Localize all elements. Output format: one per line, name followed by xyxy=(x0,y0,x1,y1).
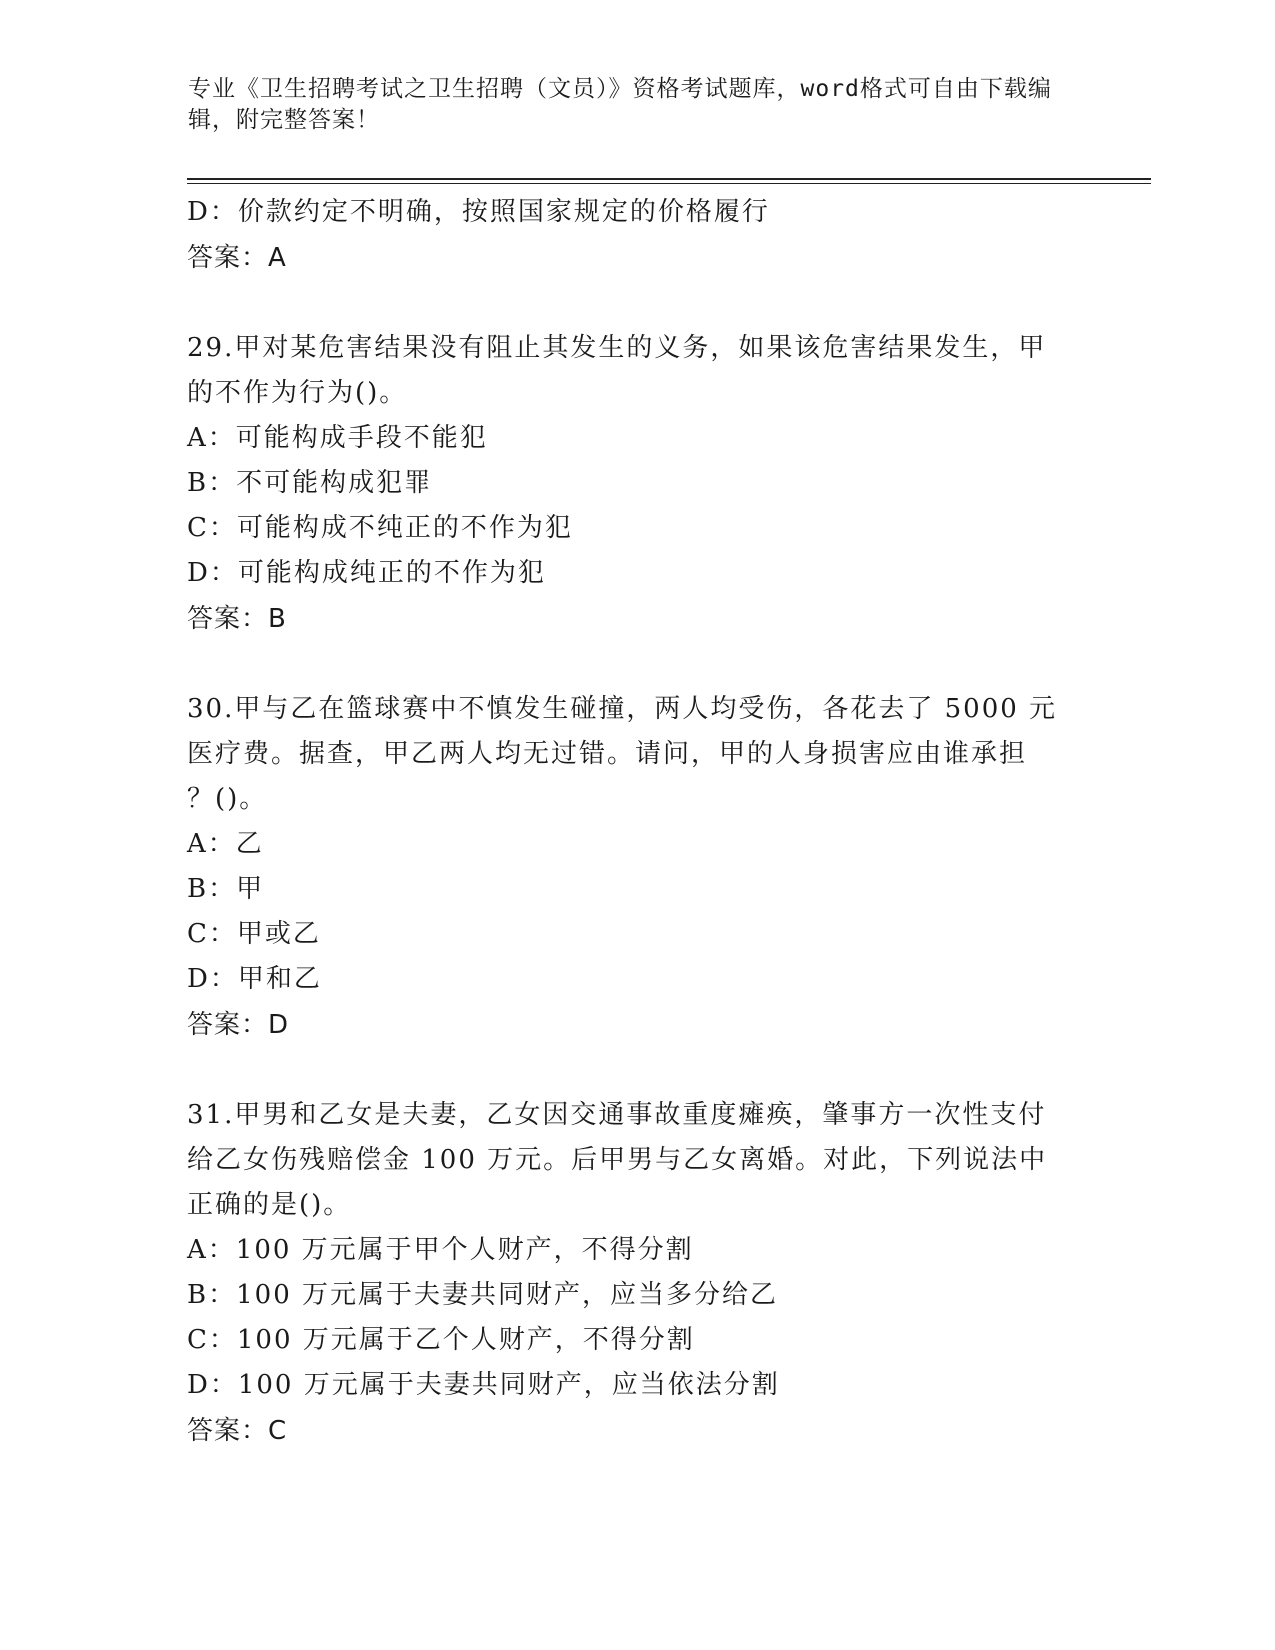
document-header: 专业《卫生招聘考试之卫生招聘（文员）》资格考试题库，word格式可自由下载编辑，附完整答案！ xyxy=(188,76,1052,133)
option-a: A：100 万元属于甲个人财产，不得分割 xyxy=(187,1235,694,1265)
prev-option-d: D：价款约定不明确，按照国家规定的价格履行 xyxy=(187,197,770,227)
question-content xyxy=(187,190,1087,1454)
question-text: 29.甲对某危害结果没有阻止其发生的义务，如果该危害结果发生，甲 xyxy=(187,333,1047,363)
option-c: C：甲或乙 xyxy=(187,919,321,949)
option-a: A：乙 xyxy=(187,829,264,859)
header-divider-thick xyxy=(187,178,1151,180)
question-text: 30.甲与乙在篮球赛中不慎发生碰撞，两人均受伤，各花去了 5000 元 xyxy=(187,694,1058,724)
question-text: 医疗费。据查，甲乙两人均无过错。请问，甲的人身损害应由谁承担 xyxy=(187,739,1028,769)
answer: 答案：D xyxy=(187,1010,290,1040)
question-text: 的不作为行为()。 xyxy=(187,378,408,408)
question-31 xyxy=(187,1093,1087,1454)
option-d: D：100 万元属于夫妻共同财产，应当依法分割 xyxy=(187,1370,780,1400)
option-b: B：不可能构成犯罪 xyxy=(187,468,433,498)
spacer xyxy=(187,1048,1087,1093)
answer: 答案：C xyxy=(187,1416,288,1446)
spacer xyxy=(187,642,1087,687)
question-text: 正确的是()。 xyxy=(187,1190,352,1220)
question-30 xyxy=(187,687,1087,1048)
prev-answer: 答案：A xyxy=(187,243,287,273)
header-divider-thin xyxy=(187,183,1151,184)
option-d: D：可能构成纯正的不作为犯 xyxy=(187,558,546,588)
spacer xyxy=(187,281,1087,326)
option-c: C：可能构成不纯正的不作为犯 xyxy=(187,513,573,543)
option-d: D：甲和乙 xyxy=(187,964,322,994)
question-29 xyxy=(187,326,1087,642)
option-b: B：甲 xyxy=(187,874,265,904)
question-text: 31.甲男和乙女是夫妻，乙女因交通事故重度瘫痪，肇事方一次性支付 xyxy=(187,1100,1047,1130)
option-a: A：可能构成手段不能犯 xyxy=(187,423,488,453)
question-text: ？()。 xyxy=(187,784,268,814)
option-b: B：100 万元属于夫妻共同财产，应当多分给乙 xyxy=(187,1280,778,1310)
question-text: 给乙女伤残赔偿金 100 万元。后甲男与乙女离婚。对此，下列说法中 xyxy=(187,1145,1048,1175)
option-c: C：100 万元属于乙个人财产，不得分割 xyxy=(187,1325,695,1355)
answer: 答案：B xyxy=(187,604,287,634)
